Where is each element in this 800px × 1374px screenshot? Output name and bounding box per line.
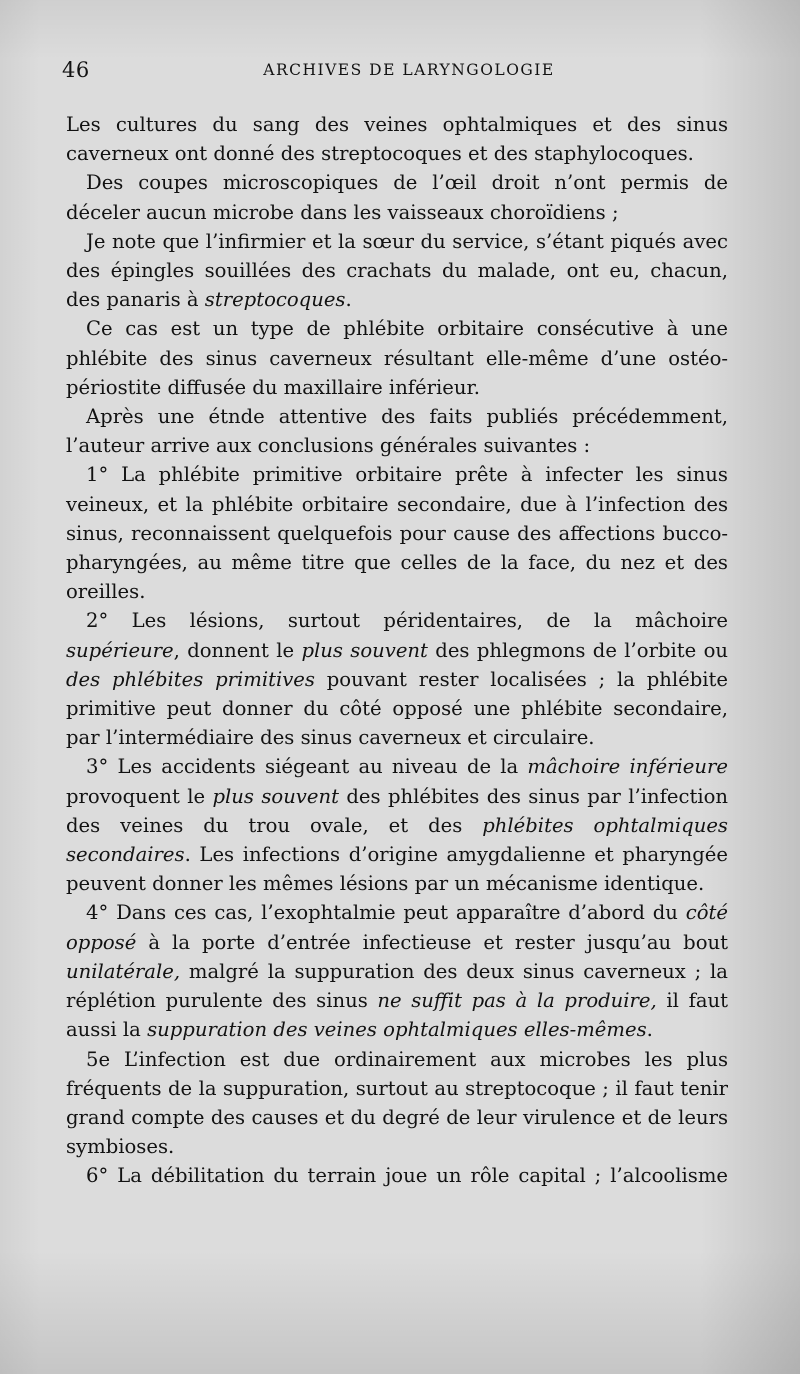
text-run: des phlegmons de l’orbite ou	[427, 638, 728, 662]
paragraph-5: Après une étnde attentive des faits publiés précédemment, l’auteur arrive aux conclusions générales suivantes :	[66, 405, 728, 458]
running-head: ARCHIVES DE LARYNGOLOGIE	[263, 61, 555, 79]
page-number: 46	[62, 58, 90, 82]
text-run: .	[345, 288, 352, 312]
italic-run: mâchoire inférieure	[527, 755, 728, 779]
text-run: 2° Les lésions, surtout péridentaires, de la mâchoire	[86, 609, 728, 633]
italic-run: plus souvent	[212, 784, 339, 808]
paragraph-8	[66, 752, 728, 898]
paragraph-11: 6° La débilitation du terrain joue un rôle capital ; l’alcoolisme	[86, 1164, 728, 1188]
text-run: , donnent le	[173, 638, 302, 662]
text-run: malgré la suppuration des deux sinus caverneux ; la réplétion purulente des sinus	[66, 959, 728, 1013]
paragraph-1: Les cultures du sang des veines ophtalmiques et des sinus caverneux ont donné des streptocoques et des staphylocoques.	[66, 113, 728, 166]
italic-run: unilatérale,	[66, 959, 181, 983]
paragraph-4: Ce cas est un type de phlébite orbitaire consécutive à une phlébite des sinus caverneux résultant elle-même d’une ostéo-périostite diffusée du maxillaire inférieur.	[66, 317, 728, 399]
text-run: 3° Les accidents siégeant au niveau de la	[86, 755, 528, 779]
paragraph-3	[66, 227, 728, 315]
italic-run: phlébites ophtalmiques secondaires	[66, 813, 728, 867]
paragraph-9	[66, 898, 728, 1044]
italic-run: ne suffit pas à la produire,	[377, 989, 657, 1013]
italic-run: côté opposé	[66, 901, 728, 954]
text-run: il faut aussi la	[66, 989, 728, 1042]
italic-run: des phlébites primitives	[66, 667, 315, 691]
paragraph-7	[66, 606, 728, 752]
text-run: 4° Dans ces cas, l’exophtalmie peut apparaître d’abord du	[86, 901, 686, 925]
italic-run: suppuration des veines ophtalmiques elles-mêmes	[147, 1018, 647, 1042]
text-run: . Les infections d’origine amygdalienne et pharyngée peuvent donner les mêmes lésions par un mécanisme identique.	[66, 843, 728, 896]
italic-run: streptocoques	[204, 288, 346, 312]
text-run: des phlébites des sinus par l’infection des veines du trou ovale, et des	[66, 784, 729, 837]
body-text	[66, 110, 728, 1191]
italic-run: plus souvent	[301, 638, 428, 662]
paragraph-2: Des coupes microscopiques de l’œil droit n’ont permis de déceler aucun microbe dans les vaisseaux choroïdiens ;	[66, 171, 728, 224]
paragraph-6: 1° La phlébite primitive orbitaire prête à infecter les sinus veineux, et la phlébite orbitaire secondaire, due à l’infection des sinus, reconnaissent quelquefois pour cause des affections bucco-pharyngées, au même titre que celles de la face, du nez et des oreilles.	[66, 463, 728, 604]
text-run: à la porte d’entrée infectieuse et rester jusqu’au bout	[136, 930, 728, 954]
text-run: .	[646, 1018, 653, 1042]
page-header	[62, 58, 724, 90]
paragraph-10: 5e L’infection est due ordinairement aux microbes les plus fréquents de la suppuration, surtout au streptocoque ; il faut tenir grand compte des causes et du degré de leur virulence et de leurs symbioses.	[66, 1047, 728, 1159]
text-run: provoquent le	[66, 784, 213, 808]
text-run: Je note que l’infirmier et la sœur du service, s’étant piqués avec des épingles souillées des crachats du malade, ont eu, chacun, des panaris à	[66, 229, 728, 312]
text-run: pouvant rester localisées ; la phlébite primitive peut donner du côté opposé une phlébite secondaire, par l’intermédiaire des sinus caverneux et circulaire.	[66, 667, 728, 750]
italic-run: supérieure	[66, 638, 174, 662]
